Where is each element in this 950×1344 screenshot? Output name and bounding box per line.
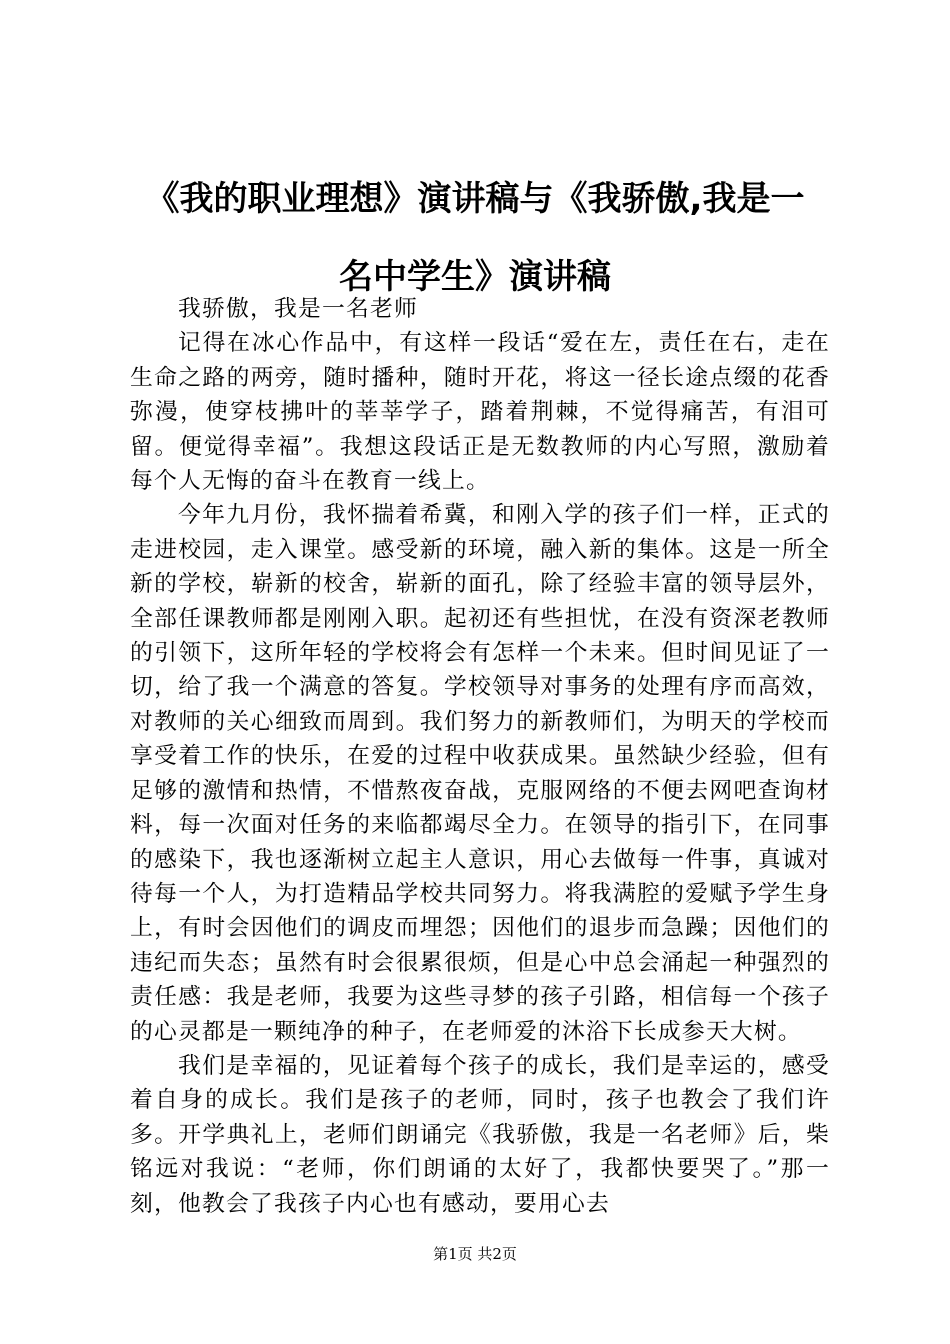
- body-paragraph: 我们是幸福的，见证着每个孩子的成长，我们是幸运的，感受着自身的成长。我们是孩子的老师，同时，孩子也教会了我们许多。开学典礼上，老师们朗诵完《我骄傲，我是一名老师》后，柴铭远对我说：“老师，你们朗诵的太好了，我都快要哭了。”那一刻，他教会了我孩子内心也有感动，要用心去: [130, 1052, 830, 1217]
- title-line-2: 名中学生》演讲稿: [339, 257, 611, 297]
- title-line-1: 《我的职业理想》演讲稿与《我骄傲,我是一: [145, 179, 805, 219]
- document-body: [130, 292, 830, 1221]
- body-paragraph: 今年九月份，我怀揣着希冀，和刚入学的孩子们一样，正式的走进校园，走入课堂。感受新的环境，融入新的集体。这是一所全新的学校，崭新的校舍，崭新的面孔，除了经验丰富的领导层外，全部任课教师都是刚刚入职。起初还有些担忧，在没有资深老教师的引领下，这所年轻的学校将会有怎样一个未来。但时间见证了一切，给了我一个满意的答复。学校领导对事务的处理有序而高效，对教师的关心细致而周到。我们努力的新教师们，为明天的学校而享受着工作的快乐，在爱的过程中收获成果。虽然缺少经验，但有足够的激情和热情，不惜熬夜奋战，克服网络的不便去网吧查询材料，每一次面对任务的来临都竭尽全力。在领导的指引下，在同事的感染下，我也逐渐树立起主人意识，用心去做每一件事，真诚对待每一个人，为打造精品学校共同努力。将我满腔的爱赋予学生身上，有时会因他们的调皮而埋怨；因他们的退步而急躁；因他们的违纪而失态；虽然有时会很累很烦，但是心中总会涌起一种强烈的责任感：我是老师，我要为这些寻梦的孩子引路，相信每一个孩子的心灵都是一颗纯净的种子，在老师爱的沐浴下长成参天大树。: [130, 502, 830, 1045]
- speech-heading: 我骄傲，我是一名老师: [178, 296, 418, 322]
- page-number-footer: 第1页 共2页: [433, 1245, 517, 1263]
- body-paragraph: 记得在冰心作品中，有这样一段话“爱在左，责任在右，走在生命之路的两旁，随时播种，随时开花，将这一径长途点缀的花香弥漫，使穿枝拂叶的莘莘学子，踏着荆棘，不觉得痛苦，有泪可留。便觉得幸福”。我想这段话正是无数教师的内心写照，激励着每个人无悔的奋斗在教育一线上。: [130, 330, 830, 495]
